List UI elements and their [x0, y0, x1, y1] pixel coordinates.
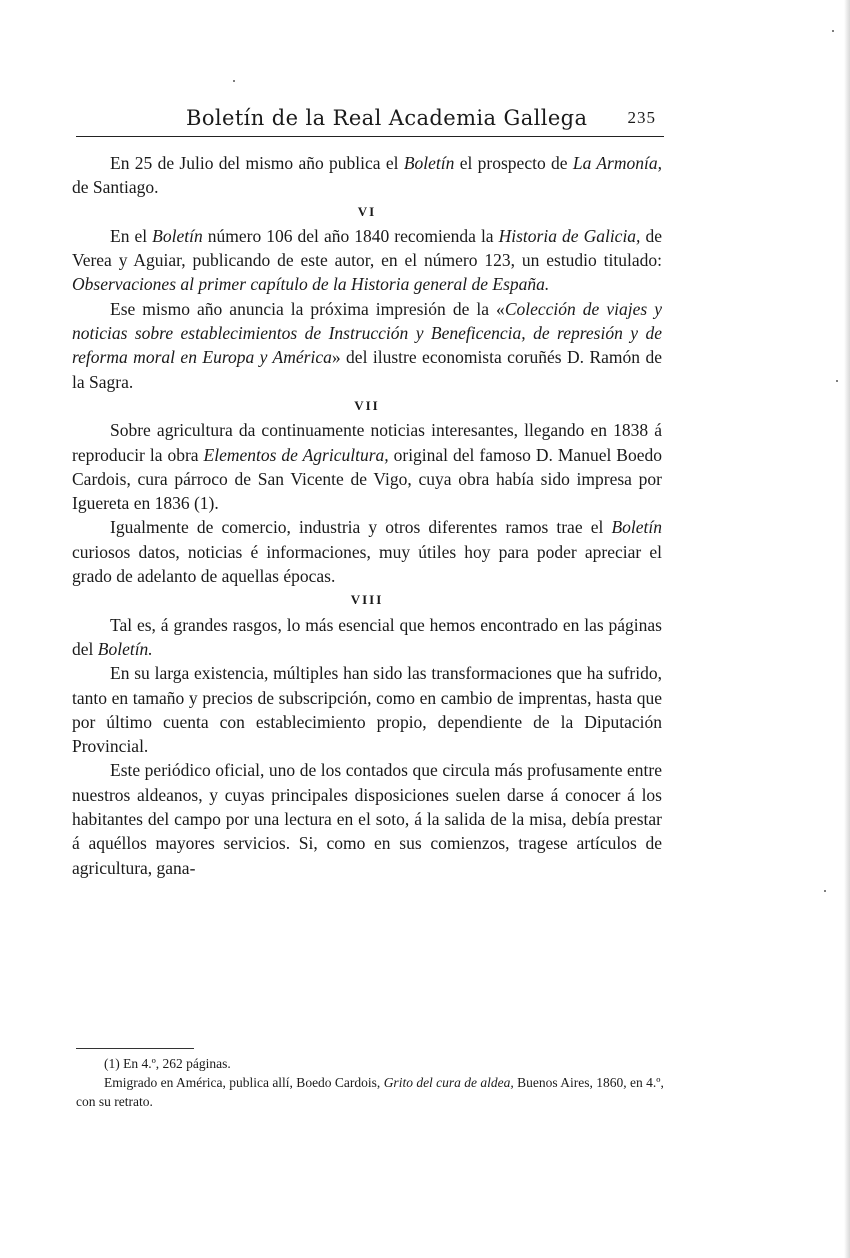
italic-run: La Armonía,: [572, 153, 662, 173]
scan-speck: [832, 30, 834, 32]
italic-run: Observaciones al primer capítulo de la Historia general de España.: [72, 274, 550, 295]
footnote-1: (1) En 4.º, 262 páginas.: [104, 1056, 231, 1071]
section-heading-vii: VII: [354, 397, 380, 413]
text-run: Ese mismo año anuncia la próxima impresión de la «: [110, 298, 505, 319]
text-run: En 25 de Julio del mismo año publica el: [110, 153, 404, 173]
italic-run: Historia de Galicia,: [498, 225, 641, 246]
section-vii-paragraph-1: [72, 418, 662, 515]
italic-run: Boletín: [611, 517, 662, 538]
text-run: Emigrado en América, publica allí, Boedo Cardois,: [104, 1075, 384, 1090]
section-viii-paragraph-1: [72, 613, 662, 662]
text-run: Buenos Aires, 1860, en 4.º, con su retrato.: [76, 1075, 664, 1109]
section-viii-paragraph-3: Este periódico oficial, uno de los contados que circula más profusamente entre nuestros aldeanos, y cuyas principales disposiciones suelen darse á conocer á los habitantes del campo por una lectura en el soto, á la salida de la misa, debía prestar á aquéllos mayores servicios. Si, como en sus comienzos, tragese artículos de agricultura, gana-: [72, 760, 662, 878]
section-vi-paragraph-1: [72, 224, 662, 297]
journal-title: Boletín de la Real Academia Gallega: [186, 106, 588, 130]
footnote-2: [76, 1073, 670, 1111]
section-vi-paragraph-2: [72, 297, 662, 394]
text-run: Tal es, á grandes rasgos, lo más esencial que hemos encontrado en las páginas del: [72, 614, 662, 659]
text-run: Sobre agricultura da continuamente noticias interesantes, llegando en 1838 á reproducir la obra: [72, 420, 662, 465]
scan-speck: [836, 380, 838, 382]
text-run: » del ilustre economista coruñés D. Ramón de la Sagra.: [72, 347, 663, 392]
text-run: número 106 del año 1840 recomienda la: [202, 225, 499, 246]
italic-run: Grito del cura de aldea,: [383, 1075, 514, 1090]
italic-run: Colección de viajes y noticias sobre establecimientos de Instrucción y Beneficencia, de represión y de reforma moral en Europa y América: [72, 298, 662, 368]
text-run: el prospecto de: [454, 153, 573, 173]
text-run: curiosos datos, noticias é informaciones, muy útiles hoy para poder apreciar el grado de adelanto de aquellas épocas.: [72, 541, 662, 587]
intro-paragraph: [72, 151, 662, 200]
italic-run: Elementos de Agricultura,: [203, 444, 389, 465]
page-number: 235: [627, 108, 656, 127]
footnotes: [76, 1054, 670, 1111]
body-text: [72, 151, 662, 880]
running-header: [76, 104, 664, 137]
section-heading-vi: VI: [357, 203, 377, 219]
scan-edge: [844, 0, 850, 1258]
italic-run: Boletín: [403, 153, 455, 173]
section-heading-viii: VIII: [350, 592, 384, 608]
italic-run: Boletín: [152, 225, 203, 246]
footnote-rule: [76, 1048, 194, 1049]
text-run: original del famoso D. Manuel Boedo Cardois, cura párroco de San Vicente de Vigo, cuya obra había sido impresa por Iguereta en 1836 (1).: [72, 444, 662, 514]
scan-speck: [233, 80, 235, 82]
italic-run: Boletín.: [97, 638, 153, 659]
section-viii-paragraph-2: En su larga existencia, múltiples han sido las transformaciones que ha sufrido, tanto en tamaño y precios de subscripción, como en cambio de imprentas, hasta que por último cuenta con establecimiento propio, dependiente de la Diputación Provincial.: [72, 663, 662, 757]
text-run: Igualmente de comercio, industria y otros diferentes ramos trae el: [110, 517, 612, 538]
scan-speck: [824, 890, 826, 892]
text-run: de Verea y Aguiar, publicando de este autor, en el número 123, un estudio titulado:: [72, 225, 662, 271]
text-run: de Santiago.: [72, 177, 159, 198]
text-run: En el: [110, 225, 153, 246]
section-vii-paragraph-2: [72, 515, 662, 588]
